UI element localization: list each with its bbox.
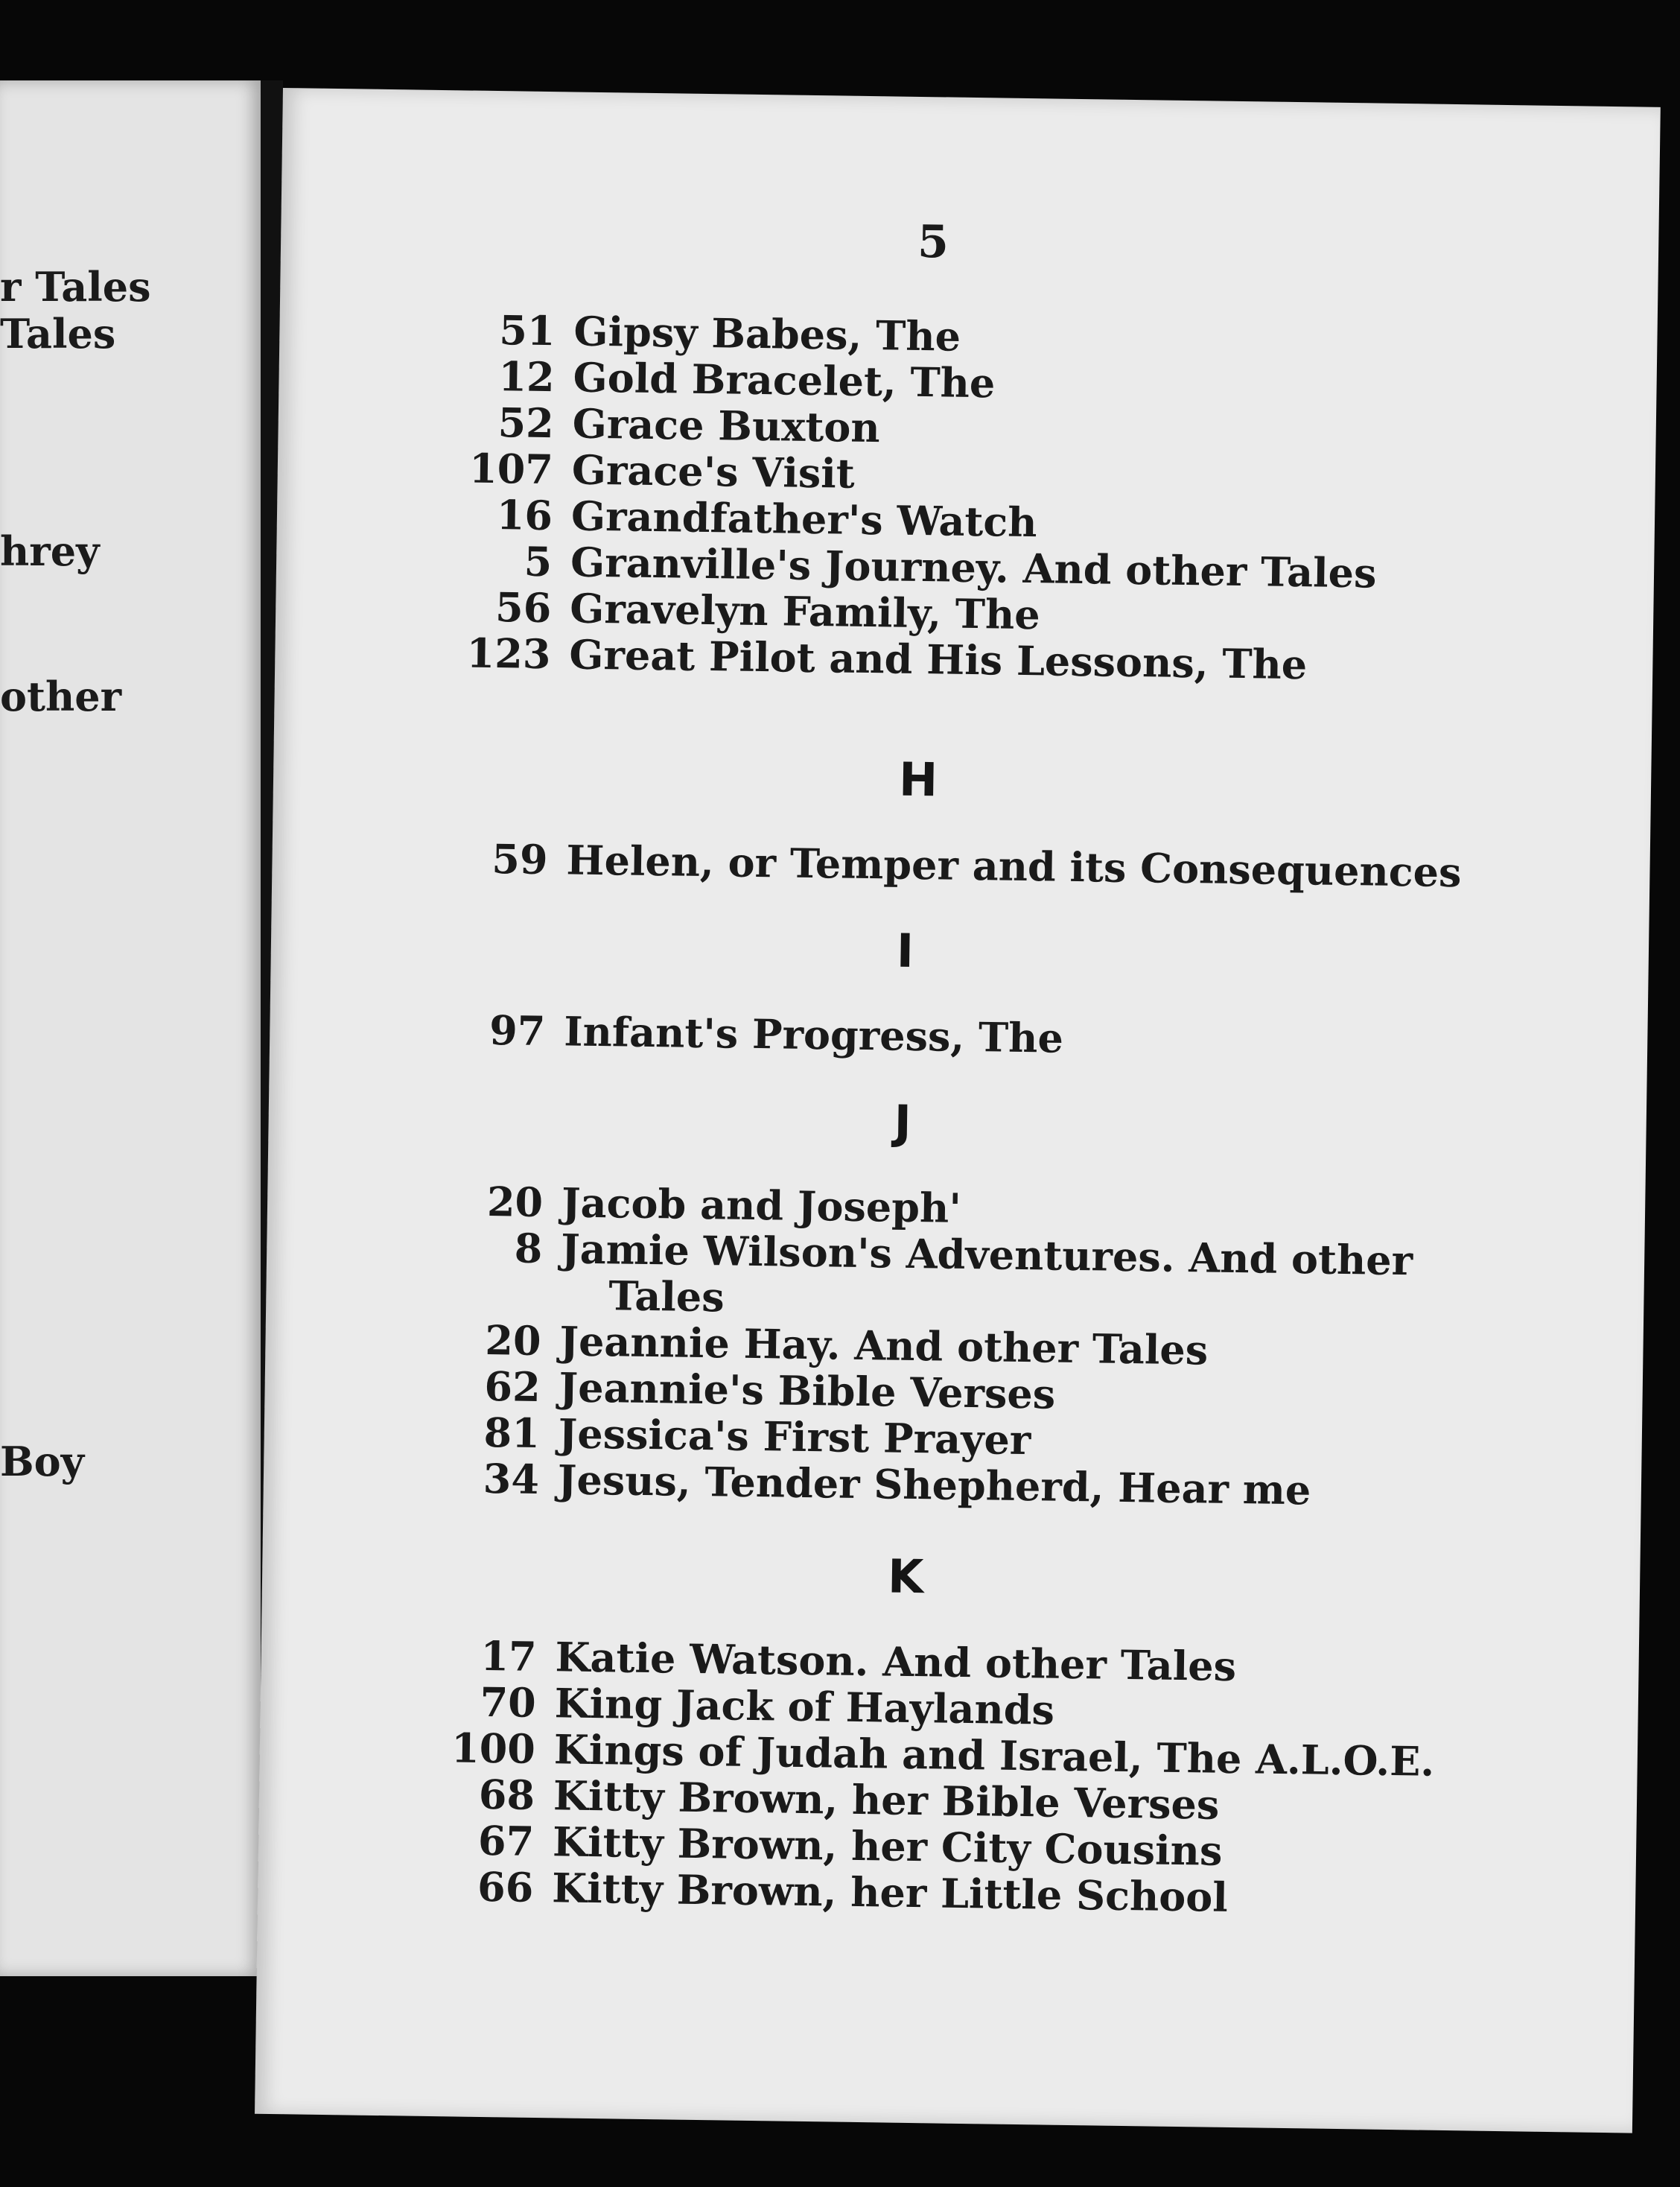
left-page-fragment: hrey — [0, 527, 100, 575]
entry-number: 12 — [498, 352, 556, 401]
entry-number: 56 — [494, 583, 552, 632]
entry-number: 123 — [466, 629, 551, 679]
right-page — [255, 88, 1661, 2133]
entry-title: Kitty Brown, her City Cousins — [552, 1818, 1223, 1875]
entry-number: 81 — [483, 1408, 541, 1457]
entry-title: Granville's Journey. And other Tales — [570, 538, 1377, 597]
entry-title: Kitty Brown, her Little School — [551, 1864, 1229, 1921]
left-page — [0, 80, 261, 1976]
entry-number: 67 — [477, 1816, 535, 1865]
entry-number: 62 — [484, 1362, 541, 1411]
entry-title: Jessica's First Prayer — [558, 1409, 1031, 1464]
left-page-fragment: Boy — [0, 1438, 85, 1485]
entry-number: 16 — [496, 491, 553, 540]
entry-title: Jacob and Joseph' — [561, 1178, 962, 1232]
entry-title: Grace's Visit — [571, 445, 856, 498]
entry-title: Gipsy Babes, The — [573, 307, 961, 361]
entry-title: Infant's Progress, The — [563, 1007, 1064, 1062]
entry-number: 20 — [484, 1315, 541, 1365]
entry-title: Grandfather's Watch — [570, 492, 1037, 547]
entry-title-continuation: Tales — [608, 1272, 725, 1321]
entry-number: 107 — [468, 444, 554, 494]
entry-title: Jeannie's Bible Verses — [559, 1363, 1056, 1418]
entry-title: King Jack of Haylands — [554, 1679, 1055, 1734]
entry-number: 8 — [514, 1224, 543, 1273]
page-number: 5 — [917, 215, 949, 269]
entry-title: Jeannie Hay. And other Tales — [559, 1317, 1209, 1374]
entry-number: 17 — [480, 1631, 538, 1680]
entry-number: 34 — [483, 1454, 540, 1503]
entry-number: 59 — [491, 835, 549, 884]
section-heading: I — [896, 923, 914, 978]
entry-title: Jesus, Tender Shepherd, Hear me — [557, 1456, 1311, 1514]
entry-number: 51 — [498, 306, 556, 355]
entry-number: 20 — [486, 1177, 544, 1227]
entry-number: 52 — [497, 399, 555, 448]
entry-title: Gold Bracelet, The — [573, 353, 996, 407]
entry-number: 5 — [524, 537, 553, 586]
entry-title: Kitty Brown, her Bible Verses — [553, 1771, 1220, 1829]
section-heading: H — [898, 752, 938, 807]
section-heading: J — [894, 1094, 912, 1149]
entry-number: 66 — [477, 1862, 534, 1911]
entry-title: Great Pilot and His Lessons, The — [568, 630, 1308, 689]
entry-title: Grace Buxton — [572, 399, 881, 452]
left-page-fragment: Tales — [0, 310, 116, 358]
entry-title: Kings of Judah and Israel, The A.L.O.E. — [553, 1725, 1435, 1786]
entry-number: 68 — [478, 1770, 535, 1819]
entry-title: Helen, or Temper and its Consequences — [566, 836, 1462, 897]
entry-title: Katie Watson. And other Tales — [555, 1633, 1237, 1691]
entry-number: 100 — [451, 1724, 536, 1773]
entry-number: 97 — [489, 1006, 546, 1056]
left-page-fragment: other — [0, 673, 122, 720]
entry-number: 70 — [480, 1677, 537, 1727]
section-heading: K — [887, 1549, 924, 1604]
entry-title: Gravelyn Family, The — [569, 584, 1041, 639]
entry-title: Jamie Wilson's Adventures. And other — [560, 1225, 1413, 1285]
left-page-fragment: r Tales — [0, 263, 151, 311]
list-item — [270, 1004, 1499, 1067]
list-item — [272, 833, 1501, 896]
